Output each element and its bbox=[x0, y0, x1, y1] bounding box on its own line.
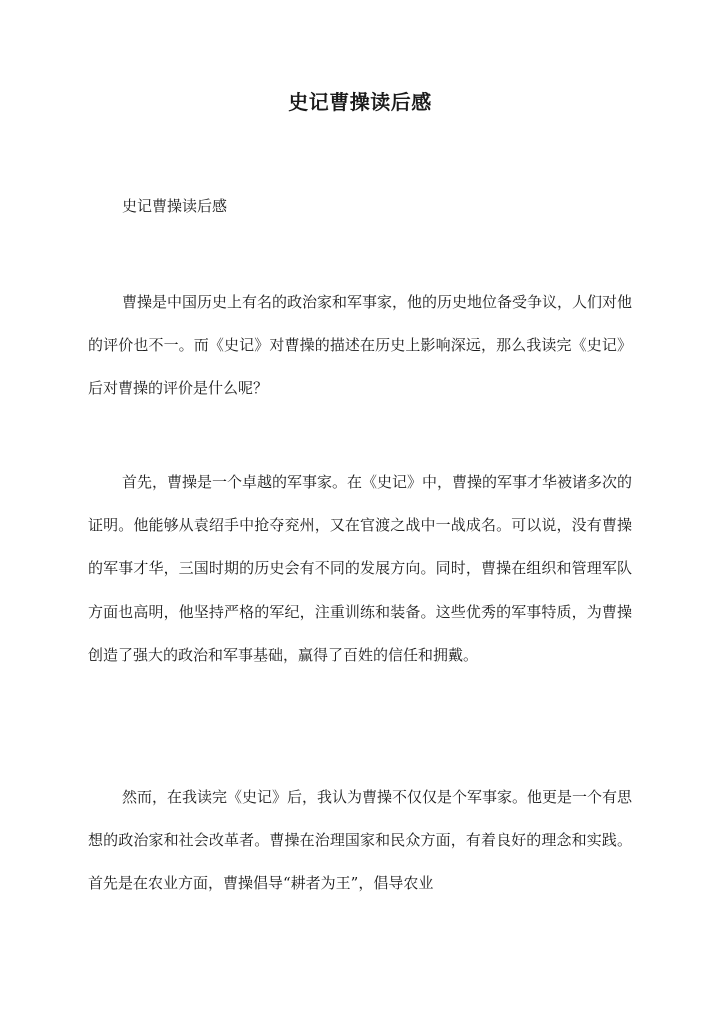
paragraph-intro: 曹操是中国历史上有名的政治家和军事家，他的历史地位备受争议，人们对他的评价也不一。而《史记》对曹操的描述在历史上影响深远，那么我读完《史记》后对曹操的评价是什么呢？ bbox=[88, 293, 633, 398]
paragraph-politics: 然而，在我读完《史记》后，我认为曹操不仅仅是个军事家。他更是一个有思想的政治家和社会改革者。曹操在治理国家和民众方面，有着良好的理念和实践。首先是在农业方面，曹操倡导“耕者为王”，倡导农业 bbox=[88, 788, 632, 893]
document-title: 史记曹操读后感 bbox=[288, 90, 432, 114]
paragraph-military: 首先，曹操是一个卓越的军事家。在《史记》中，曹操的军事才华被诸多次的证明。他能够从袁绍手中抢夺兖州，又在官渡之战中一战成名。可以说，没有曹操的军事才华，三国时期的历史会有不同的发展方向。同时，曹操在组织和管理军队方面也高明，他坚持严格的军纪，注重训练和装备。这些优秀的军事特质，为曹操创造了强大的政治和军事基础，赢得了百姓的信任和拥戴。 bbox=[88, 473, 633, 664]
document-subtitle: 史记曹操读后感 bbox=[122, 197, 228, 215]
